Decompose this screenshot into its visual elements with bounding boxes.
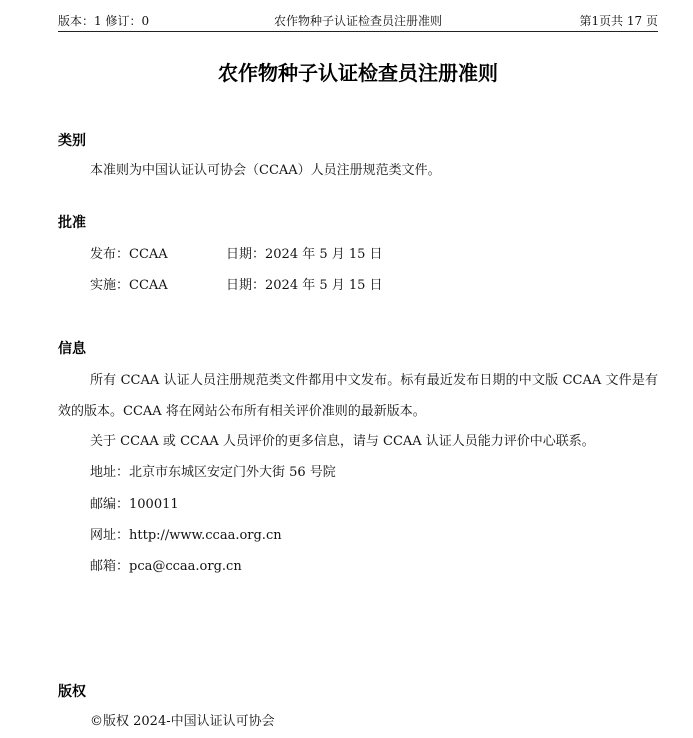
section-heading-approval: 批准 — [58, 215, 86, 231]
implement-label: 实施：CCAA — [90, 278, 168, 293]
page-header — [58, 12, 658, 30]
issue-label: 发布：CCAA — [90, 247, 168, 262]
header-version: 版本：1 修订：0 — [58, 14, 150, 28]
header-divider — [58, 31, 658, 32]
document-title: 农作物种子认证检查员注册准则 — [218, 61, 498, 85]
header-title: 农作物种子认证检查员注册准则 — [273, 14, 442, 28]
contact-address: 地址：北京市东城区安定门外大街 56 号院 — [90, 465, 336, 480]
header-page-number: 第1页共 17 页 — [579, 14, 658, 28]
section-heading-info: 信息 — [58, 341, 86, 357]
implement-date: 日期：2024 年 5 月 15 日 — [226, 278, 383, 293]
contact-email: 邮箱：pca@ccaa.org.cn — [90, 559, 242, 574]
section-heading-copyright: 版权 — [58, 684, 86, 700]
copyright-text: ©版权 2024-中国认证认可协会 — [90, 714, 275, 729]
section-heading-category: 类别 — [58, 133, 86, 149]
info-paragraph-contact: 关于 CCAA 或 CCAA 人员评价的更多信息，请与 CCAA 认证人员能力评价中心联系。 — [90, 434, 595, 449]
issue-date: 日期：2024 年 5 月 15 日 — [226, 247, 383, 262]
contact-website: 网址：http://www.ccaa.org.cn — [90, 528, 282, 543]
contact-postcode: 邮编：100011 — [90, 497, 179, 512]
info-paragraph-publication: 所有 CCAA 认证人员注册规范类文件都用中文发布。标有最近发布日期的中文版 CCAA 文件是有效的版本。CCAA 将在网站公布所有相关评价准则的最新版本。 — [58, 373, 658, 419]
category-text: 本准则为中国认证认可协会（CCAA）人员注册规范类文件。 — [90, 163, 441, 178]
